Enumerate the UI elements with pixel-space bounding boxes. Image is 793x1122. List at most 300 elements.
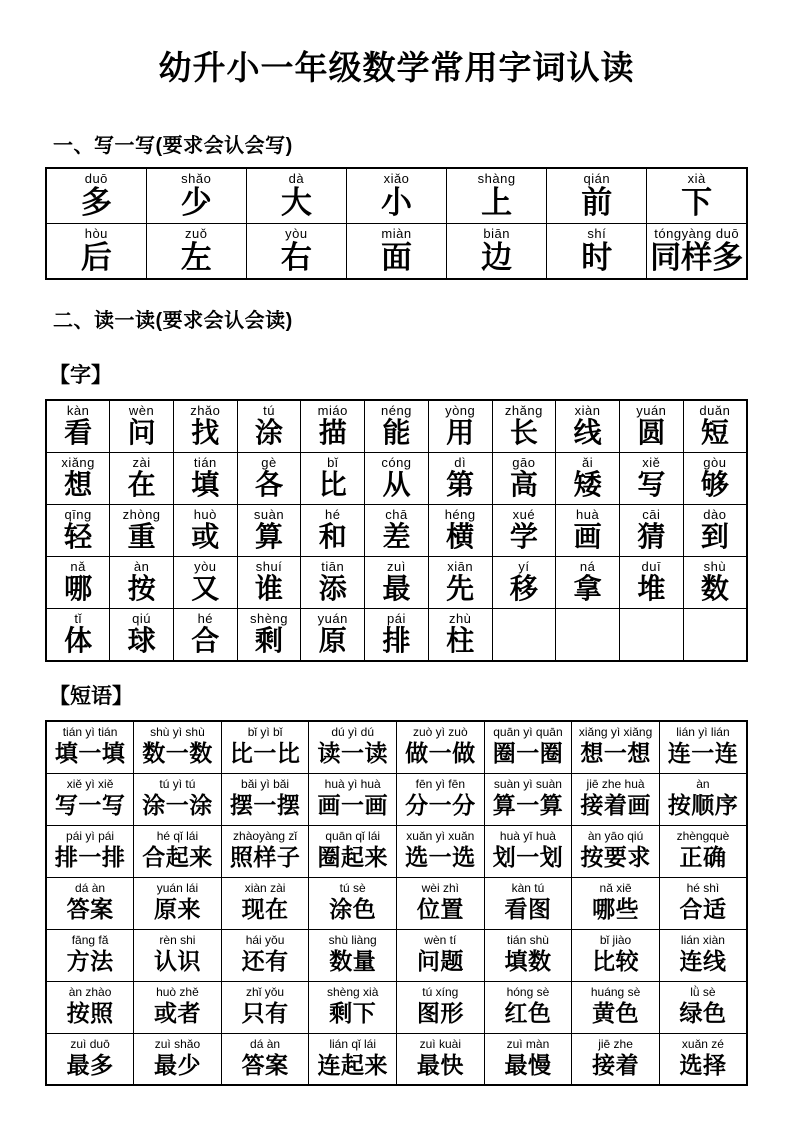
- word-cell: [659, 981, 747, 1033]
- word-cell: [659, 929, 747, 981]
- character-label: 前: [581, 185, 613, 220]
- pinyin-label: bǎi yì bǎi: [241, 777, 290, 791]
- word-cell: [237, 453, 301, 505]
- pinyin-label: gāo: [512, 455, 536, 470]
- pinyin-label: shù: [703, 559, 727, 574]
- word-cell: [46, 877, 134, 929]
- character-label: 选一选: [405, 844, 476, 870]
- character-label: 球: [127, 625, 156, 656]
- character-label: 最少: [153, 1051, 201, 1078]
- word-cell: [397, 929, 485, 981]
- word-cell: [397, 1033, 485, 1085]
- pinyin-label: xiě yì xiě: [66, 777, 114, 791]
- pinyin-label: àn zhào: [68, 985, 112, 999]
- character-label: 同样多: [650, 240, 744, 275]
- pinyin-label: lǜ sè: [690, 985, 716, 999]
- word-cell: [309, 877, 397, 929]
- pinyin-label: xuǎn zé: [681, 1036, 724, 1051]
- character-label: 多: [80, 185, 112, 220]
- word-cell: [46, 721, 134, 773]
- pinyin-label: zhù: [448, 611, 472, 626]
- word-cell: [134, 773, 222, 825]
- character-label: 合适: [679, 896, 727, 922]
- character-label: 照样子: [229, 844, 301, 870]
- character-label: 少: [180, 185, 212, 220]
- pinyin-label: héng: [444, 507, 476, 522]
- pinyin-label: ná: [579, 559, 596, 574]
- table-row: [46, 557, 747, 609]
- table-row: [46, 981, 747, 1033]
- character-label: 短: [700, 417, 729, 448]
- pinyin-label: fēn yì fēn: [415, 777, 465, 791]
- character-label: [684, 626, 746, 656]
- pinyin-label: qián: [583, 171, 611, 186]
- character-label: 写一写: [54, 792, 126, 818]
- pinyin-label: zhèngquè: [676, 829, 730, 843]
- pinyin-label: [620, 611, 683, 626]
- character-label: 体: [64, 625, 93, 656]
- character-label: 差: [382, 521, 411, 552]
- pinyin-label: rèn shi: [159, 933, 196, 947]
- pinyin-label: [556, 611, 619, 626]
- pinyin-label: quān yì quān: [493, 725, 563, 740]
- word-cell: [134, 825, 222, 877]
- table-row: [46, 721, 747, 773]
- character-label: 算一算: [492, 792, 564, 818]
- table-row: [46, 1033, 747, 1085]
- pinyin-label: àn: [696, 777, 710, 791]
- pinyin-label: pái: [387, 611, 406, 626]
- section-read-heading: 二、读一读(要求会认会读): [53, 310, 293, 332]
- character-label: 从: [382, 469, 411, 500]
- character-label: 数一数: [142, 740, 213, 767]
- word-cell: [365, 557, 429, 609]
- word-cell: [484, 825, 572, 877]
- character-label: 小: [380, 185, 412, 220]
- pinyin-label: shí: [587, 226, 607, 241]
- pinyin-label: suàn yì suàn: [493, 777, 562, 791]
- character-label: 只有: [241, 1000, 289, 1026]
- character-label: 和: [318, 521, 347, 552]
- character-label: 原来: [153, 896, 201, 922]
- character-label: 下: [681, 185, 713, 220]
- word-cell: [173, 400, 237, 453]
- character-label: 猜: [637, 521, 666, 552]
- pinyin-label: wèn tí: [424, 933, 457, 947]
- character-label: 数量: [329, 948, 377, 974]
- word-cell: [173, 557, 237, 609]
- phrases-table: [45, 720, 748, 1086]
- pinyin-label: zuǒ: [184, 226, 208, 241]
- character-label: 大: [280, 185, 312, 220]
- word-cell: [134, 721, 222, 773]
- word-cell: [428, 609, 492, 662]
- word-cell: [492, 400, 556, 453]
- word-cell: [683, 505, 747, 557]
- character-label: 涂一涂: [142, 792, 213, 818]
- word-cell: [46, 981, 134, 1033]
- character-label: 数: [700, 573, 729, 604]
- pinyin-label: miàn: [381, 226, 412, 241]
- pinyin-label: yòu: [194, 559, 217, 574]
- page-title: 幼升小一年级数学常用字词认读: [158, 49, 635, 86]
- pinyin-label: dì: [454, 455, 467, 470]
- word-cell: [556, 400, 620, 453]
- character-label: 想: [64, 469, 93, 500]
- character-label: 方法: [66, 948, 114, 974]
- character-label: 最快: [416, 1051, 464, 1078]
- word-cell: [237, 557, 301, 609]
- word-cell: [309, 773, 397, 825]
- pinyin-label: huà yì huà: [324, 777, 381, 791]
- word-cell: [572, 721, 660, 773]
- table-row: [46, 168, 747, 224]
- pinyin-label: bǐ jiào: [599, 933, 632, 947]
- word-cell: [221, 1033, 309, 1085]
- pinyin-label: yuán: [317, 611, 348, 626]
- word-cell: [46, 453, 110, 505]
- word-cell: [134, 877, 222, 929]
- character-label: 图形: [416, 1000, 464, 1026]
- pinyin-label: zài: [132, 455, 151, 470]
- pinyin-label: àn yāo qiú: [587, 829, 644, 843]
- word-cell: [246, 168, 346, 224]
- character-label: 面: [380, 240, 412, 275]
- word-cell: [46, 929, 134, 981]
- character-label: [556, 626, 619, 656]
- pinyin-label: huà: [576, 507, 600, 522]
- pinyin-label: hóng sè: [506, 985, 550, 999]
- word-cell: [346, 168, 446, 224]
- word-cell: [46, 557, 110, 609]
- pinyin-label: xiàn zài: [244, 881, 286, 895]
- table-row: [46, 877, 747, 929]
- word-cell: [492, 609, 556, 662]
- word-cell: [484, 981, 572, 1033]
- character-label: 问题: [416, 948, 464, 974]
- word-cell: [659, 1033, 747, 1085]
- word-cell: [110, 400, 174, 453]
- character-label: 摆一摆: [229, 792, 301, 818]
- phrases-label: 【短语】: [49, 685, 133, 708]
- pinyin-label: xuǎn yì xuǎn: [406, 829, 475, 843]
- character-label: 谁: [255, 573, 284, 604]
- pinyin-label: xiǎng: [61, 455, 95, 470]
- word-cell: [110, 453, 174, 505]
- pinyin-label: lián xiàn: [680, 933, 725, 947]
- pinyin-label: qīng: [64, 507, 92, 522]
- character-label: 拿: [573, 573, 602, 604]
- character-label: [493, 626, 556, 656]
- character-label: 接着画: [580, 792, 651, 818]
- word-cell: [110, 505, 174, 557]
- character-label: 红色: [504, 1000, 552, 1026]
- pinyin-label: zuì shǎo: [154, 1036, 201, 1051]
- pinyin-label: yuán lái: [156, 881, 199, 895]
- pinyin-label: shèng: [250, 611, 288, 626]
- character-label: 绿色: [679, 1000, 727, 1026]
- word-cell: [492, 557, 556, 609]
- character-label: 正确: [679, 844, 727, 870]
- word-cell: [110, 557, 174, 609]
- word-cell: [619, 557, 683, 609]
- word-cell: [572, 929, 660, 981]
- word-cell: [146, 224, 246, 280]
- pinyin-label: yí: [518, 559, 530, 574]
- word-cell: [556, 453, 620, 505]
- word-cell: [556, 557, 620, 609]
- word-cell: [173, 609, 237, 662]
- pinyin-label: tú sè: [339, 881, 366, 895]
- character-label: 接着: [592, 1051, 640, 1078]
- word-cell: [46, 1033, 134, 1085]
- word-cell: [134, 929, 222, 981]
- word-cell: [397, 981, 485, 1033]
- pinyin-label: zhàoyàng zǐ: [233, 829, 298, 843]
- word-cell: [683, 609, 747, 662]
- word-cell: [146, 168, 246, 224]
- pinyin-label: dú yì dú: [331, 725, 375, 740]
- pinyin-label: tián: [193, 455, 217, 470]
- pinyin-label: zuì duō: [70, 1036, 110, 1051]
- pinyin-label: tǐ: [74, 611, 82, 626]
- character-label: 移: [509, 573, 538, 604]
- character-label: 比一比: [229, 740, 301, 767]
- word-cell: [221, 773, 309, 825]
- character-label: 黄色: [592, 1000, 640, 1026]
- character-label: 到: [700, 521, 729, 552]
- characters-table: [45, 399, 748, 662]
- word-cell: [397, 773, 485, 825]
- word-cell: [572, 877, 660, 929]
- word-cell: [397, 877, 485, 929]
- pinyin-label: cāi: [642, 507, 661, 522]
- pinyin-label: ǎi: [582, 455, 594, 470]
- character-label: 选择: [679, 1051, 727, 1078]
- word-cell: [547, 168, 647, 224]
- section-write-heading: 一、写一写(要求会认会写): [53, 135, 293, 157]
- pinyin-label: hé: [325, 507, 341, 522]
- character-label: 按顺序: [667, 792, 739, 818]
- pinyin-label: tián shù: [506, 933, 549, 947]
- character-label: 添: [318, 573, 347, 604]
- word-cell: [365, 453, 429, 505]
- pinyin-label: lián yì lián: [676, 725, 730, 740]
- pinyin-label: quān qǐ lái: [325, 829, 381, 843]
- character-label: 涂色: [329, 896, 377, 922]
- character-label: 剩: [255, 625, 284, 656]
- word-cell: [110, 609, 174, 662]
- word-cell: [365, 609, 429, 662]
- character-label: 轻: [64, 521, 93, 552]
- character-label: 认识: [153, 948, 201, 974]
- word-cell: [237, 609, 301, 662]
- character-label: 答案: [66, 896, 114, 922]
- word-cell: [46, 224, 146, 280]
- pinyin-label: hé: [197, 611, 214, 626]
- word-cell: [572, 773, 660, 825]
- character-label: 柱: [446, 625, 475, 656]
- word-cell: [301, 557, 365, 609]
- character-label: 比较: [592, 948, 640, 974]
- pinyin-label: xiě: [642, 455, 661, 470]
- pinyin-label: zhǐ yǒu: [246, 985, 285, 999]
- character-label: 长: [509, 417, 538, 448]
- character-label: 上: [481, 185, 513, 220]
- pinyin-label: zuì kuài: [419, 1036, 461, 1051]
- pinyin-label: tián yì tián: [62, 725, 118, 740]
- pinyin-label: qiú: [132, 611, 151, 626]
- pinyin-label: tú yì tú: [159, 777, 196, 791]
- word-cell: [428, 453, 492, 505]
- character-label: 学: [509, 521, 538, 552]
- word-cell: [221, 981, 309, 1033]
- pinyin-label: huò zhě: [156, 985, 199, 999]
- pinyin-label: dá àn: [75, 881, 106, 895]
- word-cell: [309, 825, 397, 877]
- pinyin-label: shèng xià: [327, 985, 379, 999]
- table-row: [46, 400, 747, 453]
- word-cell: [447, 224, 547, 280]
- character-label: 填: [191, 469, 220, 500]
- pinyin-label: shù liàng: [328, 933, 377, 947]
- character-label: 填数: [504, 948, 552, 974]
- character-label: 够: [700, 469, 729, 500]
- pinyin-label: zhǎo: [190, 403, 221, 418]
- character-label: 堆: [637, 573, 666, 604]
- pinyin-label: yòng: [445, 403, 476, 418]
- character-label: 合起来: [142, 844, 213, 870]
- word-cell: [301, 400, 365, 453]
- pinyin-label: huà yī huà: [499, 829, 556, 843]
- pinyin-label: hòu: [84, 226, 108, 241]
- word-cell: [683, 557, 747, 609]
- word-cell: [484, 877, 572, 929]
- word-cell: [484, 1033, 572, 1085]
- pinyin-label: wèi zhì: [421, 881, 459, 895]
- word-cell: [309, 1033, 397, 1085]
- table-row: [46, 929, 747, 981]
- word-cell: [173, 505, 237, 557]
- character-label: 横: [446, 521, 475, 552]
- character-label: 各: [255, 469, 284, 500]
- word-cell: [397, 825, 485, 877]
- pinyin-label: yuán: [636, 403, 667, 418]
- pinyin-label: gè: [261, 455, 277, 470]
- word-cell: [134, 981, 222, 1033]
- character-label: 圈一圈: [492, 740, 564, 767]
- word-cell: [547, 224, 647, 280]
- word-cell: [659, 825, 747, 877]
- character-label: 连线: [679, 948, 727, 974]
- character-label: 描: [318, 417, 347, 448]
- character-label: 线: [573, 417, 602, 448]
- character-label: 或者: [153, 1000, 201, 1026]
- pinyin-label: bǐ yì bǐ: [247, 725, 283, 740]
- table-row: [46, 609, 747, 662]
- character-label: 找: [191, 417, 220, 448]
- word-cell: [46, 400, 110, 453]
- word-cell: [365, 505, 429, 557]
- word-cell: [659, 773, 747, 825]
- character-label: 看图: [504, 896, 552, 922]
- word-cell: [492, 505, 556, 557]
- word-cell: [619, 400, 683, 453]
- word-cell: [301, 609, 365, 662]
- character-label: 右: [280, 240, 312, 275]
- table-row: [46, 224, 747, 280]
- word-cell: [46, 168, 146, 224]
- word-cell: [346, 224, 446, 280]
- pinyin-label: shù yì shù: [150, 725, 205, 740]
- pinyin-label: tú: [263, 403, 275, 418]
- character-label: 圆: [637, 417, 666, 448]
- pinyin-label: nǎ xiē: [599, 881, 632, 895]
- word-cell: [484, 773, 572, 825]
- write-words-table: [45, 167, 748, 280]
- word-cell: [173, 453, 237, 505]
- pinyin-label: xiǎo: [383, 171, 410, 186]
- word-cell: [428, 557, 492, 609]
- pinyin-label: suàn: [253, 507, 285, 522]
- pinyin-label: jiē zhe: [598, 1036, 633, 1051]
- character-label: 按照: [66, 1000, 114, 1026]
- table-row: [46, 825, 747, 877]
- word-cell: [619, 453, 683, 505]
- pinyin-label: huáng sè: [590, 985, 641, 999]
- character-label: 边: [481, 240, 513, 275]
- pinyin-label: nǎ: [70, 559, 86, 574]
- pinyin-label: dào: [703, 507, 727, 522]
- character-label: 矮: [573, 469, 602, 500]
- character-label: 读一读: [317, 740, 388, 767]
- pinyin-label: zuì màn: [506, 1036, 550, 1051]
- word-cell: [309, 721, 397, 773]
- pinyin-label: dá àn: [250, 1036, 281, 1051]
- character-label: 分一分: [405, 792, 476, 818]
- character-label: 又: [191, 573, 220, 604]
- pinyin-label: hái yǒu: [245, 933, 285, 947]
- character-label: 时: [581, 240, 613, 275]
- pinyin-label: duō: [84, 171, 108, 186]
- character-label: [620, 626, 683, 656]
- character-label: 位置: [416, 896, 464, 922]
- pinyin-label: néng: [380, 403, 412, 418]
- character-label: 涂: [255, 417, 284, 448]
- character-label: 排: [382, 625, 411, 656]
- character-label: 看: [64, 417, 93, 448]
- pinyin-label: xiān: [447, 559, 474, 574]
- character-label: 答案: [241, 1051, 289, 1078]
- pinyin-label: zhòng: [122, 507, 161, 522]
- word-cell: [309, 929, 397, 981]
- word-cell: [659, 877, 747, 929]
- word-cell: [46, 825, 134, 877]
- word-cell: [134, 1033, 222, 1085]
- pinyin-label: tóngyàng duō: [654, 226, 740, 241]
- character-label: 合: [191, 625, 220, 656]
- pinyin-label: xué: [512, 507, 536, 522]
- character-label: 最多: [66, 1051, 114, 1078]
- word-cell: [572, 1033, 660, 1085]
- character-label: 想一想: [580, 740, 651, 767]
- pinyin-label: dà: [288, 171, 305, 186]
- character-label: 填一填: [54, 740, 126, 767]
- pinyin-label: fāng fǎ: [71, 933, 109, 947]
- pinyin-label: miáo: [317, 403, 348, 418]
- character-label: 连起来: [317, 1051, 388, 1078]
- word-cell: [428, 505, 492, 557]
